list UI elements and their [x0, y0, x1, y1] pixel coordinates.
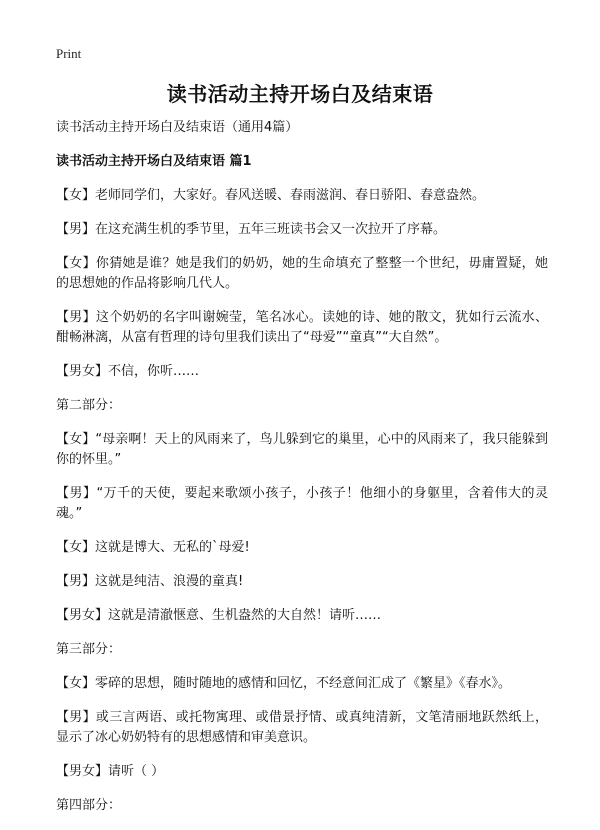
paragraph-female-intro: 【女】你猜她是谁？她是我们的奶奶，她的生命填充了整整一个世纪，毋庸置疑，她的思想她的作品将影响几代人。 — [56, 256, 548, 291]
paragraph-male-poem: 【男】“万千的天使，要起来歌颂小孩子，小孩子！他细小的身躯里，含着伟大的灵魂。” — [56, 486, 548, 521]
document-body — [56, 118, 548, 830]
print-link[interactable]: Print — [56, 46, 82, 61]
part-three-heading: 第三部分： — [56, 642, 122, 657]
paragraph-male-innocence: 【男】这就是纯洁、浪漫的童真! — [56, 574, 244, 589]
part-four-heading: 第四部分： — [56, 798, 122, 813]
paragraph-male-style: 【男】或三言两语、或托物寓理、或借景抒情、或真纯清新，文笔清丽地跃然纸上，显示了冰心奶奶特有的思想感情和审美意识。 — [56, 710, 548, 745]
paragraph-both-nature: 【男女】这就是清澈惬意、生机盎然的大自然！请听…… — [56, 608, 382, 623]
paragraph-female-greeting: 【女】老师同学们，大家好。春风送暖、春雨滋润、春日骄阳、春意盎然。 — [56, 188, 486, 203]
paragraph-male-opening: 【男】在这充满生机的季节里，五年三班读书会又一次拉开了序幕。 — [56, 222, 447, 237]
paragraph-both-please-listen: 【男女】请听（ ） — [56, 764, 165, 779]
part-two-heading: 第二部分： — [56, 398, 122, 413]
document-title: 读书活动主持开场白及结束语 — [166, 82, 434, 106]
paragraph-female-books: 【女】零碎的思想，随时随地的感情和回忆，不经意间汇成了《繁星》《春水》。 — [56, 676, 512, 691]
paragraph-female-poem: 【女】“母亲啊！天上的风雨来了，鸟儿躲到它的巢里，心中的风雨来了，我只能躲到你的怀里。” — [56, 432, 548, 467]
paragraph-both-listen: 【男女】不信，你听…… — [56, 364, 200, 379]
paragraph-male-intro: 【男】这个奶奶的名字叫谢婉莹，笔名冰心。读她的诗、她的散文，犹如行云流水、酣畅淋漓，从富有哲理的诗句里我们读出了“母爱”“童真”“大自然”。 — [56, 310, 548, 345]
document-subtitle: 读书活动主持开场白及结束语（通用4篇） — [56, 120, 299, 135]
paragraph-female-love: 【女】这就是博大、无私的`母爱! — [56, 540, 250, 555]
section-heading: 读书活动主持开场白及结束语 篇1 — [56, 154, 252, 169]
